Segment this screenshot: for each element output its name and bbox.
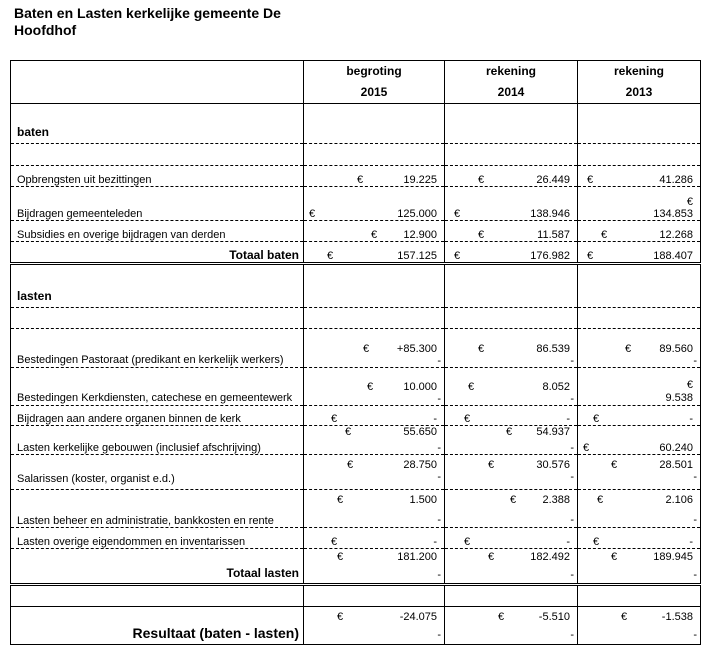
table-row	[11, 329, 701, 368]
dash-mark: -	[570, 629, 574, 641]
header-rekening-2014: rekening 2014	[445, 61, 578, 104]
amount: 28.501	[659, 459, 693, 471]
table-row	[11, 368, 701, 406]
amount: 125.000	[397, 208, 437, 220]
dash-mark: -	[570, 514, 574, 526]
amount: 2.106	[665, 494, 693, 506]
amount: 60.240	[659, 442, 693, 454]
euro-sign: €	[587, 250, 594, 262]
table-row	[11, 221, 701, 242]
euro-sign: €	[488, 551, 495, 563]
dash-mark: -	[693, 471, 697, 483]
euro-sign: €	[357, 174, 364, 186]
dash-mark: -	[437, 355, 441, 367]
dash-mark: -	[570, 569, 574, 581]
amount: -1.538	[661, 611, 693, 623]
amount: -	[689, 413, 693, 425]
row-label: Bestedingen Pastoraat (predikant en kerkelijk werkers)	[11, 329, 304, 368]
euro-sign: €	[611, 551, 618, 563]
dash-mark: -	[693, 514, 697, 526]
euro-sign: €	[454, 208, 461, 220]
euro-sign: €	[587, 174, 594, 186]
row-label: Lasten kerkelijke gebouwen (inclusief afschrijving)	[11, 426, 304, 455]
amount: 86.539	[536, 343, 570, 355]
amount: 19.225	[403, 174, 437, 186]
row-label: Bijdragen aan andere organen binnen de kerk	[11, 406, 304, 426]
euro-sign: €	[478, 343, 485, 355]
header-begroting-2015: begroting 2015	[304, 61, 445, 104]
euro-sign: €	[327, 250, 334, 262]
euro-sign: €	[347, 459, 354, 471]
euro-sign: €	[345, 426, 352, 438]
euro-sign: €	[686, 196, 693, 208]
dash-mark: -	[570, 393, 574, 405]
amount: 54.937	[536, 426, 570, 438]
spacer-row	[11, 308, 701, 329]
amount: 8.052	[542, 381, 570, 393]
amount: 28.750	[403, 459, 437, 471]
euro-sign: €	[621, 611, 628, 623]
amount: 10.000	[403, 381, 437, 393]
euro-sign: €	[337, 551, 344, 563]
result-label: Resultaat (baten - lasten)	[11, 607, 304, 645]
dash-mark: -	[437, 442, 441, 454]
amount: 182.492	[530, 551, 570, 563]
euro-sign: €	[510, 494, 517, 506]
spacer-row	[11, 144, 701, 166]
table-row	[11, 426, 701, 455]
euro-sign: €	[478, 229, 485, 241]
section-label-baten: baten	[11, 104, 304, 144]
table-row	[11, 187, 701, 221]
header-blank	[11, 61, 304, 104]
amount: -	[689, 536, 693, 548]
row-label: Subsidies en overige bijdragen van derden	[11, 221, 304, 242]
dash-mark: -	[693, 355, 697, 367]
euro-sign: €	[593, 536, 600, 548]
euro-sign: €	[597, 494, 604, 506]
row-label: Lasten beheer en administratie, bankkosten en rente	[11, 490, 304, 528]
section-row-lasten	[11, 264, 701, 308]
amount: 1.500	[409, 494, 437, 506]
dash-mark: -	[570, 355, 574, 367]
row-label: Salarissen (koster, organist e.d.)	[11, 455, 304, 490]
amount: 188.407	[653, 250, 693, 262]
dash-mark: -	[570, 442, 574, 454]
euro-sign: €	[337, 494, 344, 506]
euro-sign: €	[593, 413, 600, 425]
euro-sign: €	[331, 536, 338, 548]
euro-sign: €	[506, 426, 513, 438]
dash-mark: -	[437, 514, 441, 526]
euro-sign: €	[367, 381, 374, 393]
amount: -	[433, 536, 437, 548]
row-label: Opbrengsten uit bezittingen	[11, 166, 304, 187]
euro-sign: €	[488, 459, 495, 471]
total-row-baten	[11, 242, 701, 264]
section-row-baten	[11, 104, 701, 144]
euro-sign: €	[625, 343, 632, 355]
dash-mark: -	[437, 569, 441, 581]
amount: -5.510	[538, 611, 570, 623]
euro-sign: €	[601, 229, 608, 241]
euro-sign: €	[498, 611, 505, 623]
euro-sign: €	[454, 250, 461, 262]
total-label-lasten: Totaal lasten	[11, 549, 304, 585]
amount: 89.560	[659, 343, 693, 355]
euro-sign: €	[363, 343, 370, 355]
result-row	[11, 607, 701, 645]
table-row	[11, 406, 701, 426]
euro-sign: €	[686, 379, 693, 391]
header-rekening-2013: rekening 2013	[578, 61, 701, 104]
amount: 11.587	[537, 229, 570, 241]
amount: 157.125	[397, 250, 437, 262]
euro-sign: €	[611, 459, 618, 471]
total-row-lasten	[11, 549, 701, 585]
euro-sign: €	[478, 174, 485, 186]
dash-mark: -	[570, 471, 574, 483]
amount: +85.300	[396, 343, 437, 355]
amount: -24.075	[399, 611, 437, 623]
amount: 12.268	[659, 229, 693, 241]
euro-sign: €	[309, 208, 316, 220]
amount: 134.853	[653, 208, 693, 220]
amount: 26.449	[536, 174, 570, 186]
row-label: Bestedingen Kerkdiensten, catechese en gemeentewerk	[11, 368, 304, 406]
dash-mark: -	[693, 569, 697, 581]
dash-mark: -	[437, 393, 441, 405]
spacer-row	[11, 585, 701, 607]
amount: 138.946	[530, 208, 570, 220]
euro-sign: €	[464, 413, 471, 425]
table-row	[11, 455, 701, 490]
table-row	[11, 528, 701, 549]
dash-mark: -	[437, 471, 441, 483]
amount: 9.538	[665, 392, 693, 404]
amount: 176.982	[530, 250, 570, 262]
euro-sign: €	[331, 413, 338, 425]
row-label: Bijdragen gemeenteleden	[11, 187, 304, 221]
row-label: Lasten overige eigendommen en inventarissen	[11, 528, 304, 549]
euro-sign: €	[583, 442, 590, 454]
table-row	[11, 490, 701, 528]
total-label-baten: Totaal baten	[11, 242, 304, 264]
amount: 181.200	[397, 551, 437, 563]
amount: 189.945	[653, 551, 693, 563]
amount: 12.900	[403, 229, 437, 241]
euro-sign: €	[371, 229, 378, 241]
section-label-lasten: lasten	[11, 264, 304, 308]
amount: 2.388	[542, 494, 570, 506]
header-row	[11, 61, 701, 104]
euro-sign: €	[337, 611, 344, 623]
dash-mark: -	[693, 629, 697, 641]
amount: 41.286	[659, 174, 693, 186]
amount: -	[566, 536, 570, 548]
amount: -	[433, 413, 437, 425]
amount: -	[566, 413, 570, 425]
page-title: Baten en Lasten kerkelijke gemeente De Hoofdhof	[14, 5, 281, 38]
euro-sign: €	[464, 536, 471, 548]
table-row	[11, 166, 701, 187]
euro-sign: €	[468, 381, 475, 393]
dash-mark: -	[437, 629, 441, 641]
amount: 55.650	[403, 426, 437, 438]
amount: 30.576	[536, 459, 570, 471]
financial-table	[10, 60, 701, 645]
